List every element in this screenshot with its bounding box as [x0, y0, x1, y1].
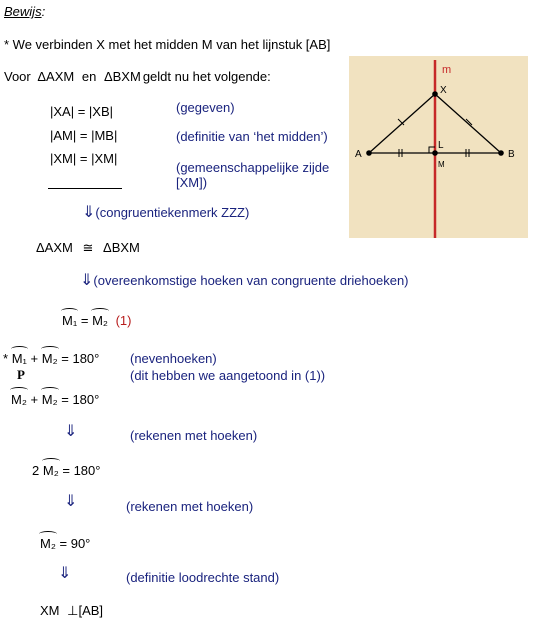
given-reason-1: (gegeven) — [176, 100, 235, 115]
voor-line — [4, 69, 271, 85]
eq2-star: * — [3, 351, 9, 366]
eq3-lhs: M₂ — [11, 392, 27, 407]
eq1-lhs: M₁ — [62, 313, 78, 328]
eq1-eq: = — [80, 313, 89, 328]
voor-and: en — [81, 69, 97, 84]
underline-rule — [48, 188, 122, 189]
eq1-rhs: M₂ — [92, 313, 108, 328]
eq5-line — [40, 536, 90, 552]
eq1-ref: (1) — [115, 313, 132, 328]
arrow1-icon: ⇓ — [82, 204, 96, 221]
eq3-plus: + — [30, 392, 39, 407]
congruence-b: ΔBXM — [103, 240, 140, 255]
arrow4-icon: ⇓ — [64, 493, 78, 510]
segment-bx — [435, 94, 501, 153]
given-left-2: |AM| = |MB| — [50, 128, 118, 143]
final-line — [40, 603, 103, 619]
eq1-line — [62, 313, 131, 329]
eq4-val: = 180° — [62, 463, 101, 478]
eq5-val: = 90° — [59, 536, 91, 551]
congruence-line — [36, 240, 140, 256]
eq2-lhs: M₁ — [11, 351, 27, 366]
intro-line: * We verbinden X met het midden M van het lijnstuk [AB] — [4, 37, 331, 52]
point-a — [366, 150, 372, 156]
given-reason-3b: [XM]) — [176, 175, 208, 190]
arrow2-text: (overeenkomstige hoeken van congruente driehoeken) — [93, 273, 409, 288]
eq4-m: M₂ — [42, 463, 59, 478]
eq3-rhs: M₂ — [41, 392, 58, 407]
eq2-rhs: M₂ — [41, 351, 58, 366]
eq2-line — [3, 351, 99, 367]
arrow5-text: (definitie loodrechte stand) — [126, 570, 280, 585]
final-perp: ⊥ — [67, 603, 79, 618]
voor-tri2: ΔBXM — [103, 69, 141, 84]
label-m-point: M — [438, 160, 445, 169]
label-l: L — [438, 140, 444, 151]
arrow2-icon: ⇓ — [80, 272, 94, 289]
given-reason-2: (definitie van ‘het midden’) — [176, 129, 328, 144]
arrow5-icon: ⇓ — [58, 565, 72, 582]
congruence-a: ΔAXM — [36, 240, 73, 255]
label-b: B — [508, 149, 515, 160]
congruence-sym: ≅ — [82, 240, 94, 255]
arrow1-text: (congruentiekenmerk ZZZ) — [95, 205, 250, 220]
label-m-line: m — [442, 64, 452, 76]
given-left-1: |XA| = |XB| — [50, 104, 114, 119]
label-x: X — [440, 85, 447, 96]
final-xm: XM — [40, 603, 60, 618]
eq2-val: = 180° — [61, 351, 100, 366]
heading-text: Bewijs — [4, 4, 42, 19]
p-label: P — [17, 367, 25, 382]
geometry-figure — [349, 56, 528, 238]
final-ab: [AB] — [78, 603, 104, 618]
heading — [4, 4, 45, 20]
p-reason: (dit hebben we aangetoond in (1)) — [130, 368, 326, 383]
voor-suffix: geldt nu het volgende: — [142, 69, 271, 84]
eq3-line — [11, 392, 99, 408]
point-x — [432, 91, 438, 97]
eq2-reason: (nevenhoeken) — [130, 351, 217, 366]
given-reason-3a: (gemeenschappelijke zijde — [176, 160, 330, 175]
eq4-line — [32, 463, 100, 479]
eq5-m: M₂ — [40, 536, 56, 551]
arrow4-text: (rekenen met hoeken) — [126, 499, 254, 514]
arrow2-line — [80, 273, 409, 289]
point-m — [432, 150, 438, 156]
given-left-3: |XM| = |XM| — [50, 151, 118, 166]
figure-svg — [349, 56, 528, 238]
label-a: A — [355, 149, 362, 160]
point-b — [498, 150, 504, 156]
eq3-val: = 180° — [61, 392, 100, 407]
arrow3-text: (rekenen met hoeken) — [130, 428, 258, 443]
eq2-plus: + — [30, 351, 39, 366]
arrow1-line — [82, 205, 249, 221]
arrow3-icon: ⇓ — [64, 423, 78, 440]
voor-tri1: ΔAXM — [37, 69, 75, 84]
eq4-coef: 2 — [32, 463, 40, 478]
heading-colon: : — [41, 4, 46, 19]
voor-prefix: Voor — [4, 69, 31, 84]
